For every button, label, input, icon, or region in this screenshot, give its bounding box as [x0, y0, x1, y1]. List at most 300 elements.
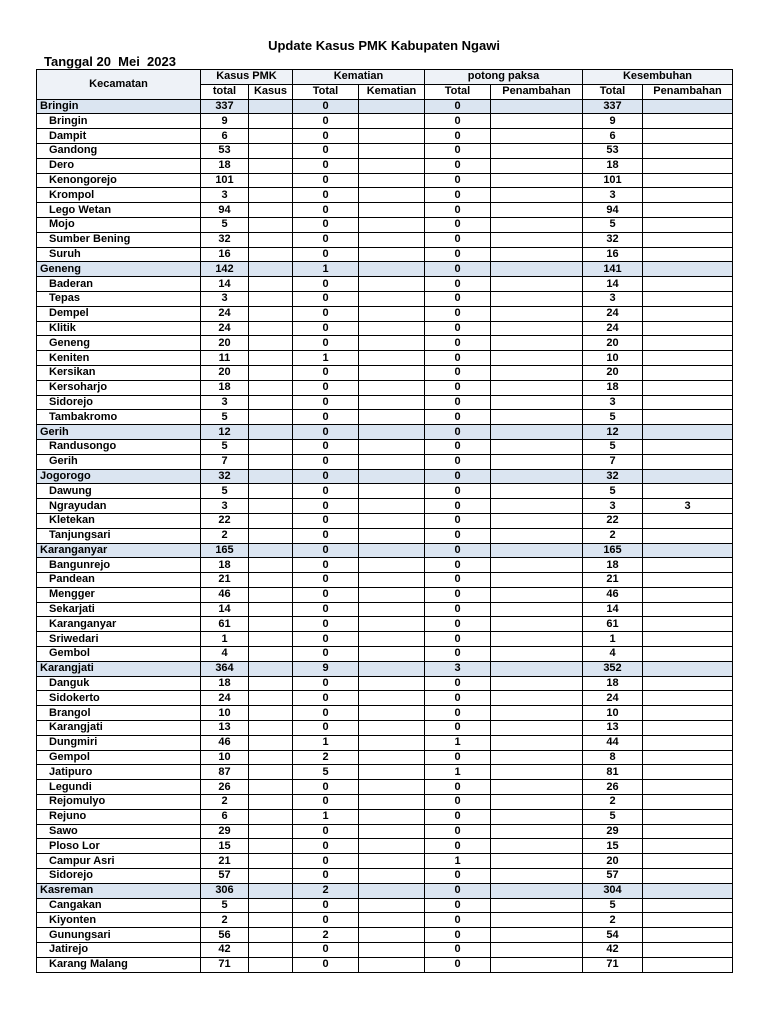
table-cell: [359, 232, 425, 247]
table-cell: 2: [201, 795, 249, 810]
table-cell: 2: [201, 913, 249, 928]
table-cell: [359, 898, 425, 913]
table-cell: [491, 735, 583, 750]
table-body: [37, 99, 733, 972]
table-cell: [359, 336, 425, 351]
table-cell: 10: [583, 706, 643, 721]
table-cell: 94: [201, 203, 249, 218]
table-cell: 5: [201, 410, 249, 425]
report-date: Tanggal 20 Mei 2023: [44, 54, 176, 69]
table-cell: [643, 365, 733, 380]
table-cell: 3: [583, 291, 643, 306]
table-cell: 3: [583, 499, 643, 514]
table-cell: [249, 691, 293, 706]
table-cell: 15: [583, 839, 643, 854]
village-row: [37, 632, 733, 647]
table-cell: 24: [583, 306, 643, 321]
table-cell: 142: [201, 262, 249, 277]
table-cell: [249, 365, 293, 380]
table-cell: [491, 232, 583, 247]
table-cell: [359, 824, 425, 839]
village-row: [37, 484, 733, 499]
subheader-kematian-total: Total: [293, 84, 359, 99]
table-cell: [249, 351, 293, 366]
table-cell: [249, 824, 293, 839]
table-cell: 16: [583, 247, 643, 262]
village-row: [37, 217, 733, 232]
table-cell: [249, 706, 293, 721]
table-cell: [491, 543, 583, 558]
village-name: Legundi: [37, 780, 201, 795]
table-cell: [491, 306, 583, 321]
table-cell: 21: [583, 573, 643, 588]
table-cell: [359, 869, 425, 884]
table-cell: [643, 410, 733, 425]
table-cell: 0: [425, 750, 491, 765]
table-cell: [491, 114, 583, 129]
village-row: [37, 765, 733, 780]
village-name: Jatirejo: [37, 943, 201, 958]
table-cell: [491, 143, 583, 158]
table-cell: 0: [425, 188, 491, 203]
table-cell: [359, 365, 425, 380]
table-cell: 364: [201, 661, 249, 676]
table-cell: [359, 543, 425, 558]
table-cell: 352: [583, 661, 643, 676]
table-cell: 24: [583, 691, 643, 706]
table-cell: [643, 513, 733, 528]
village-row: [37, 351, 733, 366]
table-cell: 0: [425, 706, 491, 721]
village-name: Sumber Bening: [37, 232, 201, 247]
table-cell: 9: [583, 114, 643, 129]
table-cell: 5: [583, 484, 643, 499]
table-cell: 0: [425, 587, 491, 602]
village-name: Karangjati: [37, 721, 201, 736]
table-cell: [359, 114, 425, 129]
table-cell: 337: [201, 99, 249, 114]
table-cell: 0: [293, 410, 359, 425]
table-cell: 11: [201, 351, 249, 366]
village-name: Tambakromo: [37, 410, 201, 425]
table-cell: [643, 573, 733, 588]
table-cell: 2: [583, 795, 643, 810]
table-cell: 5: [201, 484, 249, 499]
table-cell: 42: [583, 943, 643, 958]
table-cell: [643, 913, 733, 928]
village-row: [37, 232, 733, 247]
table-cell: 61: [583, 617, 643, 632]
table-cell: [491, 898, 583, 913]
district-row: [37, 99, 733, 114]
table-cell: 0: [293, 395, 359, 410]
table-cell: [643, 691, 733, 706]
table-cell: 20: [583, 854, 643, 869]
village-name: Sawo: [37, 824, 201, 839]
table-cell: 0: [425, 869, 491, 884]
table-cell: [491, 957, 583, 972]
table-cell: 71: [583, 957, 643, 972]
table-cell: [491, 203, 583, 218]
table-cell: [359, 439, 425, 454]
village-row: [37, 410, 733, 425]
district-name: Karanganyar: [37, 543, 201, 558]
table-cell: [249, 114, 293, 129]
table-cell: [359, 587, 425, 602]
village-name: Karanganyar: [37, 617, 201, 632]
village-row: [37, 573, 733, 588]
table-cell: 24: [201, 321, 249, 336]
district-name: Bringin: [37, 99, 201, 114]
table-cell: [249, 499, 293, 514]
village-row: [37, 143, 733, 158]
table-cell: 0: [425, 883, 491, 898]
table-cell: [249, 129, 293, 144]
table-cell: 3: [201, 188, 249, 203]
table-cell: [643, 854, 733, 869]
village-row: [37, 336, 733, 351]
table-cell: [249, 217, 293, 232]
table-cell: 0: [293, 439, 359, 454]
table-cell: [359, 99, 425, 114]
village-name: Rejomulyo: [37, 795, 201, 810]
table-cell: [359, 188, 425, 203]
district-row: [37, 262, 733, 277]
village-name: Dempel: [37, 306, 201, 321]
village-row: [37, 291, 733, 306]
table-cell: [249, 913, 293, 928]
table-cell: 0: [425, 232, 491, 247]
table-cell: [359, 795, 425, 810]
table-cell: 21: [201, 854, 249, 869]
table-cell: [249, 173, 293, 188]
village-row: [37, 173, 733, 188]
table-cell: [249, 262, 293, 277]
table-cell: 0: [425, 824, 491, 839]
table-cell: [643, 617, 733, 632]
header-row-groups: [37, 70, 733, 85]
village-row: [37, 854, 733, 869]
table-cell: [491, 809, 583, 824]
table-cell: [359, 129, 425, 144]
table-cell: [359, 351, 425, 366]
table-cell: 46: [201, 587, 249, 602]
table-cell: [359, 617, 425, 632]
table-cell: [249, 780, 293, 795]
table-cell: [249, 632, 293, 647]
table-cell: [249, 854, 293, 869]
pmk-cases-table: [36, 69, 733, 973]
table-cell: [643, 869, 733, 884]
village-name: Campur Asri: [37, 854, 201, 869]
table-cell: 0: [293, 780, 359, 795]
table-cell: [491, 380, 583, 395]
table-cell: [643, 158, 733, 173]
table-cell: [249, 928, 293, 943]
header-kematian: Kematian: [293, 70, 425, 85]
table-cell: [359, 913, 425, 928]
table-cell: [249, 676, 293, 691]
table-cell: [359, 513, 425, 528]
table-cell: 3: [583, 395, 643, 410]
table-cell: [359, 676, 425, 691]
table-cell: [359, 469, 425, 484]
table-cell: 2: [583, 913, 643, 928]
table-cell: [491, 632, 583, 647]
village-row: [37, 321, 733, 336]
table-cell: [491, 410, 583, 425]
table-cell: 0: [425, 173, 491, 188]
table-cell: 0: [293, 839, 359, 854]
header-kecamatan: Kecamatan: [37, 70, 201, 100]
table-cell: [249, 158, 293, 173]
table-cell: [491, 602, 583, 617]
village-name: Bangunrejo: [37, 558, 201, 573]
table-cell: 0: [425, 247, 491, 262]
table-cell: [249, 203, 293, 218]
table-cell: [491, 99, 583, 114]
table-cell: [643, 647, 733, 662]
table-cell: [491, 129, 583, 144]
table-cell: 165: [583, 543, 643, 558]
table-cell: [491, 928, 583, 943]
village-name: Gempol: [37, 750, 201, 765]
table-cell: 54: [583, 928, 643, 943]
village-name: Danguk: [37, 676, 201, 691]
table-cell: 0: [425, 395, 491, 410]
village-name: Jatipuro: [37, 765, 201, 780]
table-cell: 6: [201, 129, 249, 144]
village-row: [37, 188, 733, 203]
table-cell: 0: [293, 247, 359, 262]
table-cell: [643, 114, 733, 129]
table-cell: 18: [201, 380, 249, 395]
table-cell: [359, 380, 425, 395]
table-cell: 0: [425, 262, 491, 277]
table-cell: 0: [425, 543, 491, 558]
village-name: Brangol: [37, 706, 201, 721]
table-cell: [643, 262, 733, 277]
table-cell: 0: [425, 99, 491, 114]
table-cell: [491, 558, 583, 573]
table-cell: [643, 395, 733, 410]
village-row: [37, 750, 733, 765]
table-cell: [359, 928, 425, 943]
village-name: Dero: [37, 158, 201, 173]
header-kesembuhan: Kesembuhan: [583, 70, 733, 85]
table-cell: 0: [293, 528, 359, 543]
table-cell: [491, 454, 583, 469]
table-cell: [491, 425, 583, 440]
table-cell: 0: [293, 217, 359, 232]
table-cell: 0: [293, 277, 359, 292]
table-cell: [643, 824, 733, 839]
table-cell: [643, 203, 733, 218]
table-cell: [491, 780, 583, 795]
table-cell: [491, 247, 583, 262]
table-cell: [491, 750, 583, 765]
village-row: [37, 721, 733, 736]
table-cell: 18: [583, 676, 643, 691]
village-row: [37, 499, 733, 514]
village-row: [37, 513, 733, 528]
village-name: Pandean: [37, 573, 201, 588]
table-cell: [643, 558, 733, 573]
table-cell: [359, 943, 425, 958]
table-cell: 1: [583, 632, 643, 647]
table-cell: [359, 602, 425, 617]
table-cell: [491, 587, 583, 602]
village-name: Ploso Lor: [37, 839, 201, 854]
table-cell: [249, 232, 293, 247]
table-cell: [491, 647, 583, 662]
table-cell: 0: [293, 499, 359, 514]
table-cell: [359, 883, 425, 898]
table-cell: 53: [583, 143, 643, 158]
table-cell: 2: [293, 883, 359, 898]
table-cell: 0: [293, 824, 359, 839]
table-cell: [491, 395, 583, 410]
table-cell: 0: [425, 380, 491, 395]
village-name: Rejuno: [37, 809, 201, 824]
table-cell: 0: [293, 691, 359, 706]
table-cell: 0: [293, 129, 359, 144]
village-name: Sidorejo: [37, 869, 201, 884]
table-cell: [643, 232, 733, 247]
table-cell: 29: [201, 824, 249, 839]
village-name: Dampit: [37, 129, 201, 144]
table-cell: [643, 425, 733, 440]
table-cell: [249, 558, 293, 573]
table-cell: [643, 943, 733, 958]
table-cell: 0: [293, 706, 359, 721]
table-cell: 6: [201, 809, 249, 824]
table-cell: 0: [293, 143, 359, 158]
table-cell: 7: [201, 454, 249, 469]
table-cell: 14: [583, 602, 643, 617]
table-cell: 81: [583, 765, 643, 780]
table-cell: [249, 839, 293, 854]
table-cell: 5: [583, 809, 643, 824]
table-cell: [491, 721, 583, 736]
table-cell: 94: [583, 203, 643, 218]
table-cell: 0: [425, 158, 491, 173]
village-name: Karang Malang: [37, 957, 201, 972]
table-cell: [643, 291, 733, 306]
table-cell: [249, 513, 293, 528]
table-cell: [643, 543, 733, 558]
table-cell: 0: [293, 99, 359, 114]
table-cell: [491, 321, 583, 336]
table-cell: [491, 277, 583, 292]
table-cell: [643, 321, 733, 336]
table-cell: 57: [583, 869, 643, 884]
village-name: Geneng: [37, 336, 201, 351]
table-cell: 18: [583, 158, 643, 173]
table-cell: 61: [201, 617, 249, 632]
table-cell: 0: [293, 898, 359, 913]
table-cell: 0: [425, 943, 491, 958]
table-cell: [491, 617, 583, 632]
table-cell: 14: [201, 602, 249, 617]
table-cell: [643, 928, 733, 943]
village-name: Baderan: [37, 277, 201, 292]
table-cell: 32: [201, 232, 249, 247]
table-cell: [491, 173, 583, 188]
table-cell: [491, 706, 583, 721]
table-cell: 13: [583, 721, 643, 736]
table-cell: [359, 647, 425, 662]
table-cell: 29: [583, 824, 643, 839]
district-name: Gerih: [37, 425, 201, 440]
table-cell: [359, 957, 425, 972]
village-row: [37, 158, 733, 173]
village-name: Kersoharjo: [37, 380, 201, 395]
table-cell: 0: [293, 587, 359, 602]
table-cell: 7: [583, 454, 643, 469]
table-cell: [249, 380, 293, 395]
table-cell: 0: [425, 351, 491, 366]
table-cell: 0: [425, 484, 491, 499]
table-cell: [643, 765, 733, 780]
table-cell: 0: [293, 573, 359, 588]
table-cell: 1: [425, 765, 491, 780]
village-row: [37, 602, 733, 617]
table-cell: [359, 321, 425, 336]
table-cell: 0: [425, 143, 491, 158]
table-cell: 20: [201, 365, 249, 380]
table-cell: [249, 425, 293, 440]
table-cell: [249, 188, 293, 203]
table-cell: 87: [201, 765, 249, 780]
table-cell: 0: [425, 676, 491, 691]
table-cell: [249, 587, 293, 602]
table-cell: 6: [583, 129, 643, 144]
table-cell: 0: [293, 513, 359, 528]
table-cell: 2: [583, 528, 643, 543]
village-row: [37, 306, 733, 321]
village-row: [37, 957, 733, 972]
table-cell: [491, 513, 583, 528]
table-cell: [249, 721, 293, 736]
table-cell: 3: [201, 395, 249, 410]
table-cell: 0: [293, 203, 359, 218]
table-cell: [249, 795, 293, 810]
village-row: [37, 943, 733, 958]
village-row: [37, 676, 733, 691]
village-name: Kletekan: [37, 513, 201, 528]
table-cell: 26: [201, 780, 249, 795]
village-row: [37, 277, 733, 292]
table-cell: 4: [201, 647, 249, 662]
table-cell: [491, 573, 583, 588]
subheader-sembuh-total: Total: [583, 84, 643, 99]
table-cell: 46: [201, 735, 249, 750]
subheader-sembuh-penambahan: Penambahan: [643, 84, 733, 99]
table-cell: [359, 277, 425, 292]
table-cell: [249, 750, 293, 765]
table-cell: 0: [293, 484, 359, 499]
table-cell: [491, 676, 583, 691]
district-row: [37, 883, 733, 898]
table-cell: 0: [425, 602, 491, 617]
table-cell: [249, 277, 293, 292]
village-name: Sidokerto: [37, 691, 201, 706]
table-cell: 18: [583, 558, 643, 573]
table-cell: [249, 661, 293, 676]
village-row: [37, 898, 733, 913]
table-cell: [643, 750, 733, 765]
